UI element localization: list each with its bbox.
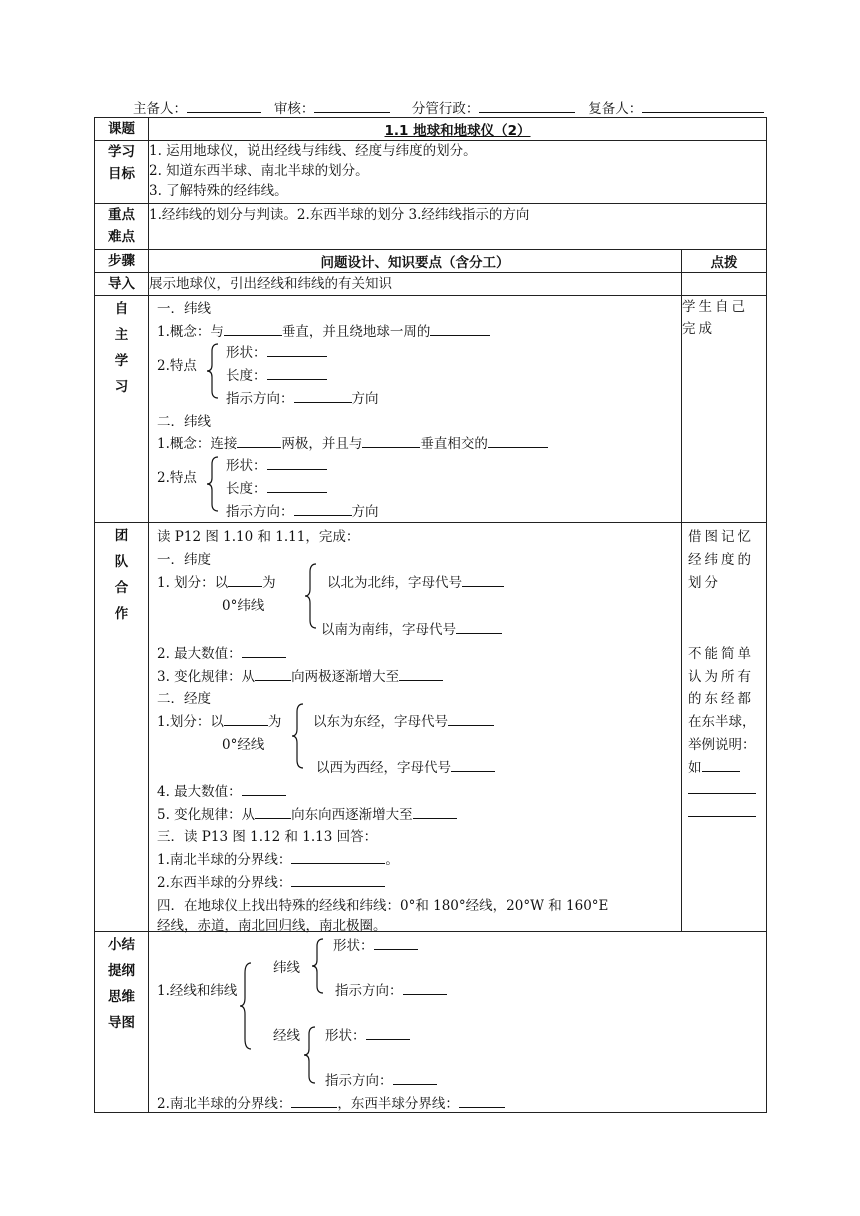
summary-label: [95, 932, 149, 1113]
teamwork-label: [95, 523, 149, 932]
direction-suffix: 方向: [351, 504, 379, 520]
answer-blank[interactable]: [362, 433, 420, 448]
boundary-text: ，东西半球分界线：: [337, 1096, 459, 1112]
east-text: 以东为东经，字母代号: [313, 714, 448, 730]
self-study-tip: [682, 296, 767, 523]
answer-blank[interactable]: [462, 572, 504, 587]
shape-label: 形状：: [333, 938, 374, 954]
lesson-plan-table: [94, 117, 767, 1113]
preparer-label: 主备人：: [133, 101, 187, 117]
self-study-char: 主: [114, 327, 129, 343]
mindmap-root: 1.经线和纬线: [157, 983, 238, 999]
answer-blank[interactable]: [374, 935, 418, 950]
east-longitude: [313, 710, 494, 730]
tip-text: 如: [688, 760, 702, 776]
tip-line: 划分: [688, 575, 721, 591]
brace-icon: [291, 703, 305, 769]
objective-item: 1. 运用地球仪，说出经线与纬线、经度与纬度的划分。: [149, 143, 477, 159]
longitude-division: [157, 710, 281, 730]
design-header: 问题设计、知识要点（含分工）: [149, 250, 682, 273]
self-study-content: [149, 296, 682, 523]
ns-boundary: [157, 848, 399, 868]
concept-text: 垂直相交的: [420, 436, 488, 452]
second-preparer-blank[interactable]: [642, 98, 764, 113]
boundary-end: 。: [385, 852, 399, 868]
shape-label: 形状：: [325, 1028, 366, 1044]
tip-line: 经纬度的: [688, 552, 754, 568]
topic-title: 1.1 地球和地球仪（2）: [149, 118, 767, 141]
topic-label: 课题: [95, 118, 149, 141]
objectives-label-2: 目标: [108, 166, 135, 182]
intro-label: 导入: [95, 273, 149, 296]
teamwork-char: 队: [114, 554, 129, 570]
latitude-shape: [226, 341, 327, 361]
question-three: 三．读 P13 图 1.12 和 1.13 回答：: [157, 829, 378, 845]
boundary-text: 2.东西半球的分界线：: [157, 875, 292, 891]
direction-label: 指示方向：: [325, 1073, 393, 1089]
answer-blank[interactable]: [366, 1025, 410, 1040]
ew-boundary: [157, 871, 385, 891]
tip-line: 学生自己: [682, 299, 748, 315]
concept-text: 两极，并且与: [281, 436, 363, 452]
summary-boundaries: [157, 1092, 505, 1112]
answer-line[interactable]: [688, 802, 756, 821]
direction-label: 指示方向：: [226, 391, 294, 407]
mindmap-lon-direction: [325, 1069, 437, 1089]
concept-text: 1.概念：连接: [157, 436, 238, 452]
brace-icon: [304, 563, 318, 629]
self-study-label: [95, 296, 149, 523]
tip-line: 认为所有: [688, 669, 754, 685]
direction-label: 指示方向：: [226, 504, 294, 520]
latitude-rule: [157, 665, 443, 685]
summary-label-line: 导图: [108, 1015, 135, 1031]
summary-row: [95, 932, 767, 1113]
answer-blank[interactable]: [448, 711, 494, 726]
brace-icon: [311, 938, 325, 994]
mindmap-lon-shape: [325, 1024, 410, 1044]
latitude-max: [157, 642, 286, 662]
brace-icon: [239, 962, 253, 1050]
brace-icon: [206, 343, 220, 399]
shape-label: 形状：: [226, 458, 267, 474]
shape-label: 形状：: [226, 345, 267, 361]
answer-blank[interactable]: [242, 643, 286, 658]
north-latitude: [327, 571, 504, 591]
longitude-degree-title: 二．经度: [157, 691, 211, 707]
answer-blank[interactable]: [430, 321, 490, 336]
answer-blank[interactable]: [267, 365, 327, 380]
answer-blank[interactable]: [267, 342, 327, 357]
column-header-row: [95, 250, 767, 273]
south-latitude: [321, 618, 502, 638]
self-study-char: 自: [114, 301, 129, 317]
rule-text: 向东向西逐渐增大至: [291, 807, 413, 823]
tips-header: 点拨: [682, 250, 767, 273]
max-text: 4. 最大数值：: [157, 784, 242, 800]
direction-label: 指示方向：: [335, 983, 403, 999]
key-points-row: [95, 204, 767, 250]
key-points-label-1: 重点: [108, 207, 135, 223]
intro-row: [95, 273, 767, 296]
latitude-direction: [226, 387, 379, 407]
answer-blank[interactable]: [291, 1093, 337, 1108]
answer-blank[interactable]: [451, 757, 495, 772]
answer-blank[interactable]: [255, 666, 291, 681]
division-text: 1.划分：以: [157, 714, 224, 730]
question-four-line1: 四．在地球仪上找出特殊的经线和纬线：0°和 180°经线，20°W 和 160°E: [157, 898, 609, 914]
teamwork-content: [149, 523, 682, 932]
tip-example: [688, 756, 740, 776]
teamwork-char: 合: [114, 580, 129, 596]
self-study-char: 学: [114, 353, 129, 369]
reviewer-blank[interactable]: [314, 98, 390, 113]
answer-blank[interactable]: [242, 781, 286, 796]
key-points-label: [95, 204, 149, 250]
south-text: 以南为南纬，字母代号: [321, 622, 456, 638]
admin-blank[interactable]: [479, 98, 575, 113]
division-text: 为: [262, 575, 276, 591]
tip-line: 完成: [682, 321, 715, 337]
teamwork-tip: [682, 523, 767, 932]
answer-blank[interactable]: [688, 802, 756, 817]
answer-blank[interactable]: [459, 1093, 505, 1108]
tip-line: 举例说明：: [688, 737, 756, 753]
longitude-max: [157, 780, 286, 800]
rule-text: 向两极逐渐增大至: [291, 669, 400, 685]
equator-label: 0°纬线: [222, 598, 265, 614]
boundary-text: 2.南北半球的分界线：: [157, 1096, 292, 1112]
answer-blank[interactable]: [291, 849, 385, 864]
objective-item: 3. 了解特殊的经纬线。: [149, 183, 288, 199]
answer-blank[interactable]: [399, 666, 443, 681]
longitude-shape: [226, 454, 327, 474]
objectives-content: [149, 141, 767, 204]
self-study-row: [95, 296, 767, 523]
self-study-char: 习: [114, 379, 129, 395]
tip-line: 不能简单: [688, 646, 754, 662]
answer-blank[interactable]: [393, 1070, 437, 1085]
answer-blank[interactable]: [403, 980, 447, 995]
answer-blank[interactable]: [224, 711, 268, 726]
division-text: 为: [267, 714, 282, 730]
rule-text: 5. 变化规律：从: [157, 807, 256, 823]
teamwork-char: 作: [114, 606, 129, 622]
summary-label-line: 思维: [108, 989, 135, 1005]
reviewer-label: 审核：: [273, 101, 315, 117]
teamwork-char: 团: [114, 528, 129, 544]
summary-content: [149, 932, 767, 1113]
second-preparer-label: 复备人：: [588, 101, 643, 117]
brace-icon: [206, 456, 220, 512]
answer-blank[interactable]: [688, 779, 756, 794]
direction-suffix: 方向: [351, 391, 379, 407]
summary-label-line: 小结: [108, 937, 135, 953]
tip-line: 在东半球，: [688, 714, 756, 730]
step-header: 步骤: [95, 250, 149, 273]
mindmap-lat-shape: [333, 934, 418, 954]
prime-meridian-label: 0°经线: [222, 737, 265, 753]
longitude-rule: [157, 803, 457, 823]
answer-blank[interactable]: [237, 433, 281, 448]
answer-blank[interactable]: [294, 388, 352, 403]
division-text: 1. 划分：以: [157, 575, 229, 591]
intro-tip: [682, 273, 767, 296]
preparer-blank[interactable]: [187, 98, 261, 113]
latitude-division: [157, 571, 276, 591]
mindmap-lat-direction: [335, 979, 447, 999]
longitude-direction: [226, 500, 379, 520]
north-text: 以北为北纬，字母代号: [327, 575, 462, 591]
objectives-label-1: 学习: [108, 144, 135, 160]
answer-blank[interactable]: [224, 321, 282, 336]
tip-line: 借图记忆: [688, 529, 754, 545]
teamwork-row: [95, 523, 767, 932]
concept-text: 1.概念：与: [157, 324, 224, 340]
boundary-text: 1.南北半球的分界线：: [157, 852, 292, 868]
max-text: 2. 最大数值：: [157, 646, 242, 662]
concept-text: 垂直，并且绕地球一周的: [281, 324, 431, 340]
length-label: 长度：: [226, 368, 267, 384]
header-signature-line: [133, 98, 763, 118]
longitude-feature-label: 2.特点: [157, 470, 197, 486]
objective-item: 2. 知道东西半球、南北半球的划分。: [149, 163, 369, 179]
key-points-label-2: 难点: [108, 229, 135, 245]
tip-line: 的东经都: [688, 691, 754, 707]
mindmap-latitude: 纬线: [273, 960, 300, 976]
longitude-line-title: 二．纬线: [157, 414, 211, 430]
answer-blank[interactable]: [702, 757, 740, 772]
question-four-line2: 经线，赤道，南北回归线，南北极圈。: [157, 918, 387, 934]
brace-icon: [303, 1026, 317, 1084]
answer-blank[interactable]: [255, 804, 291, 819]
answer-blank[interactable]: [228, 572, 262, 587]
longitude-concept: [157, 432, 548, 452]
longitude-length: [226, 477, 327, 497]
admin-label: 分管行政：: [411, 101, 480, 117]
length-label: 长度：: [226, 481, 267, 497]
answer-line[interactable]: [688, 779, 756, 798]
topic-row: [95, 118, 767, 141]
west-longitude: [316, 756, 495, 776]
latitude-feature-label: 2.特点: [157, 358, 197, 374]
latitude-line-title: 一．纬线: [157, 301, 211, 317]
intro-content: 展示地球仪，引出经线和纬线的有关知识: [149, 273, 682, 296]
answer-blank[interactable]: [456, 619, 502, 634]
teamwork-intro: 读 P12 图 1.10 和 1.11，完成：: [157, 529, 360, 545]
objectives-row: [95, 141, 767, 204]
answer-blank[interactable]: [294, 501, 352, 516]
key-points-content: 1.经纬线的划分与判读。2.东西半球的划分 3.经纬线指示的方向: [149, 204, 767, 250]
west-text: 以西为西经，字母代号: [316, 760, 451, 776]
answer-blank[interactable]: [267, 478, 327, 493]
latitude-length: [226, 364, 327, 384]
answer-blank[interactable]: [488, 433, 548, 448]
summary-label-line: 提纲: [108, 963, 135, 979]
latitude-degree-title: 一．纬度: [157, 552, 211, 568]
answer-blank[interactable]: [413, 804, 457, 819]
latitude-concept: [157, 320, 490, 340]
objectives-label: [95, 141, 149, 204]
rule-text: 3. 变化规律：从: [157, 669, 256, 685]
mindmap-longitude: 经线: [273, 1028, 300, 1044]
answer-blank[interactable]: [291, 872, 385, 887]
answer-blank[interactable]: [267, 455, 327, 470]
